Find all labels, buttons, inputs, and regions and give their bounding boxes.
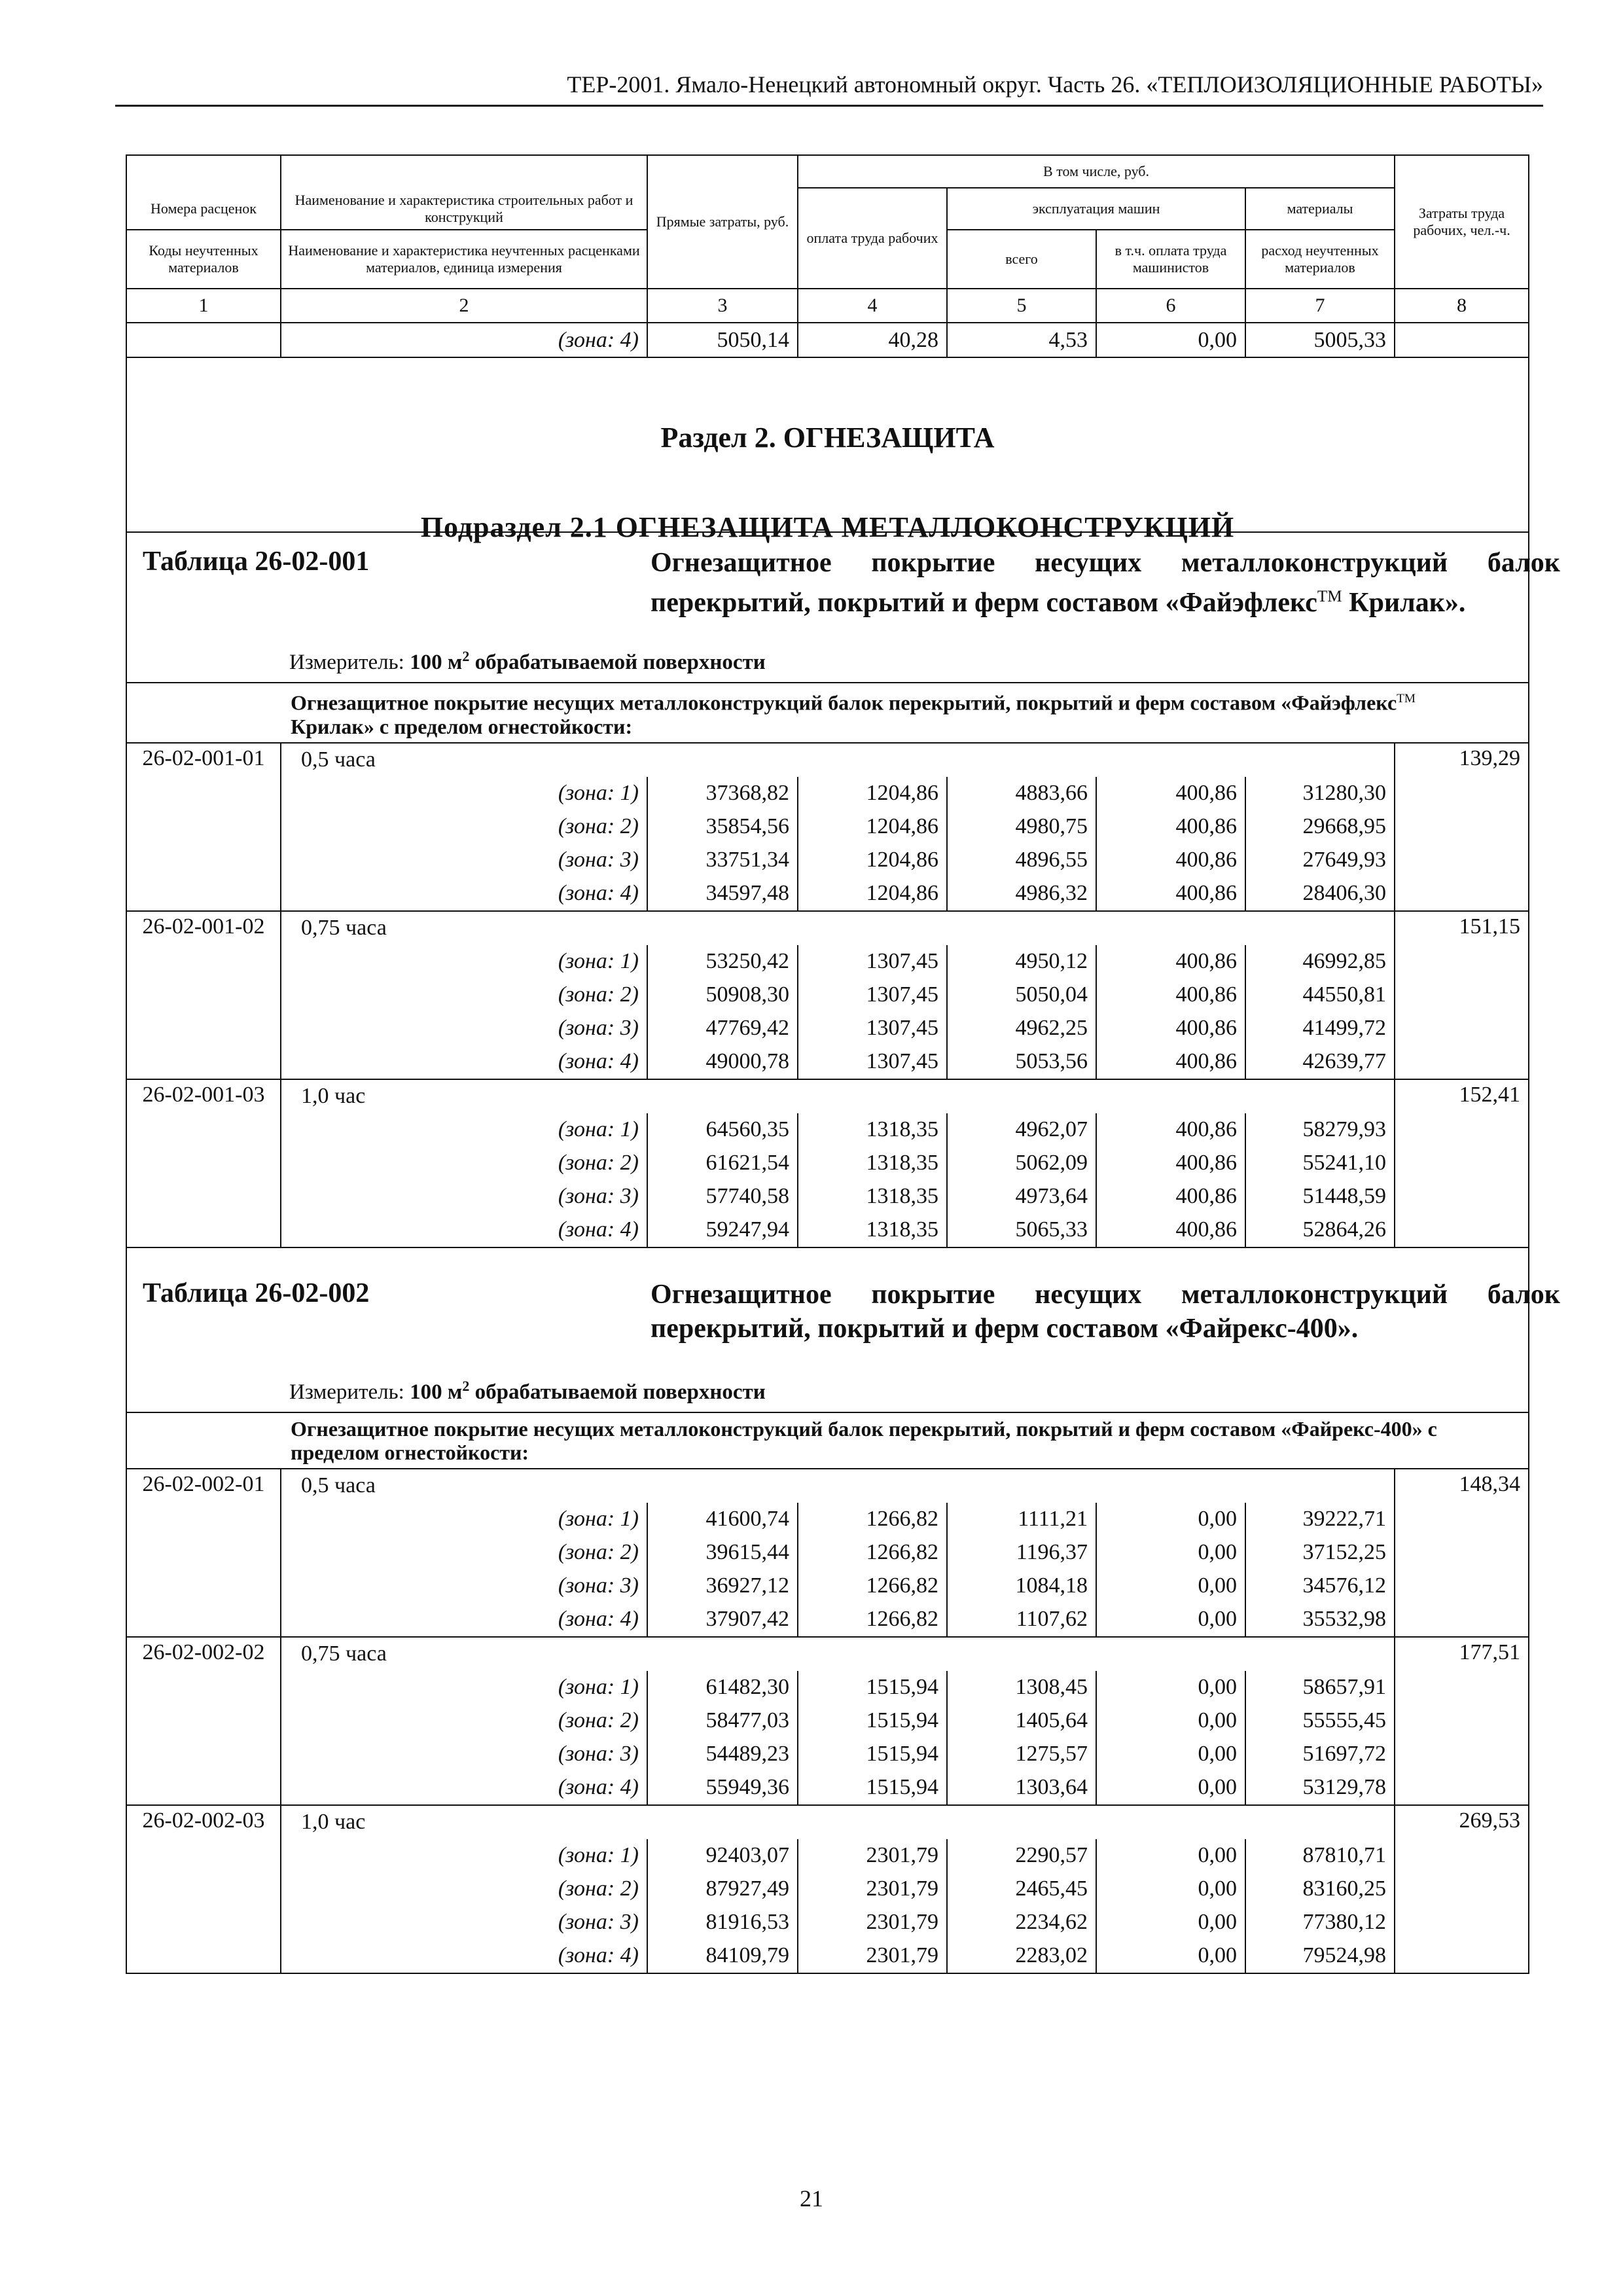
measure-label: Измеритель: xyxy=(289,651,410,674)
zone-value: 1204,86 xyxy=(798,844,947,877)
zone-value: 1204,86 xyxy=(798,810,947,844)
zone-value: 1515,94 xyxy=(798,1771,947,1805)
zone-value: 0,00 xyxy=(1096,1906,1245,1939)
header-materials: материалы xyxy=(1245,188,1395,230)
zone-value: 1111,21 xyxy=(947,1503,1096,1536)
zone-value: 0,00 xyxy=(1096,1570,1245,1603)
table-title-end: Крилак». xyxy=(1342,588,1466,618)
zone-value: 64560,35 xyxy=(647,1113,798,1147)
zone-value: 1266,82 xyxy=(798,1536,947,1570)
zone-value: 39222,71 xyxy=(1245,1503,1395,1536)
labor-cost: 177,51 xyxy=(1395,1637,1529,1805)
zone-value: 1196,37 xyxy=(947,1536,1096,1570)
zone-value: 37152,25 xyxy=(1245,1536,1395,1570)
zone-value: 77380,12 xyxy=(1245,1906,1395,1939)
table-row xyxy=(126,1113,1529,1147)
zone-label: (зона: 4) xyxy=(281,1045,647,1079)
page-number: 21 xyxy=(800,2185,823,2212)
header-names-bottom: Наименование и характеристика неучтенных расценками материалов, единица измерения xyxy=(281,230,647,289)
zone-value: 58279,93 xyxy=(1245,1113,1395,1147)
header-rule xyxy=(115,105,1543,107)
zone-value: 84109,79 xyxy=(647,1939,798,1973)
carryover-zone: (зона: 4) xyxy=(281,323,647,357)
zone-value: 49000,78 xyxy=(647,1045,798,1079)
labor-cost: 152,41 xyxy=(1395,1079,1529,1247)
column-numbers xyxy=(126,289,1529,323)
zone-value: 1307,45 xyxy=(798,945,947,978)
zone-value: 46992,85 xyxy=(1245,945,1395,978)
zone-label: (зона: 1) xyxy=(281,1671,647,1704)
zone-value: 36927,12 xyxy=(647,1570,798,1603)
table-row xyxy=(126,1939,1529,1973)
zone-value: 4962,25 xyxy=(947,1012,1096,1045)
zone-value: 400,86 xyxy=(1096,978,1245,1012)
section-headings xyxy=(126,357,1529,543)
column-number: 6 xyxy=(1096,289,1245,323)
zone-value: 79524,98 xyxy=(1245,1939,1395,1973)
header-direct-costs: Прямые затраты, руб. xyxy=(647,155,798,289)
zone-value: 34597,48 xyxy=(647,877,798,911)
measure-value xyxy=(410,1377,766,1404)
table-row xyxy=(126,1180,1529,1213)
zone-label: (зона: 3) xyxy=(281,1570,647,1603)
zone-value: 55555,45 xyxy=(1245,1704,1395,1738)
zone-value: 35854,56 xyxy=(647,810,798,844)
zone-value: 53129,78 xyxy=(1245,1771,1395,1805)
carryover-labor xyxy=(1395,323,1529,357)
zone-label: (зона: 1) xyxy=(281,945,647,978)
zone-label: (зона: 2) xyxy=(281,1704,647,1738)
measure-unit xyxy=(289,648,766,675)
zone-value: 1266,82 xyxy=(798,1570,947,1603)
fire-resistance-duration: 0,75 часа xyxy=(281,1637,1395,1671)
table-row xyxy=(126,1637,1529,1671)
zone-value: 4962,07 xyxy=(947,1113,1096,1147)
zone-value: 35532,98 xyxy=(1245,1603,1395,1637)
subsection-title: Подраздел 2.1 ОГНЕЗАЩИТА МЕТАЛЛОКОНСТРУКЦИЙ xyxy=(420,511,1235,543)
measure-value xyxy=(410,648,766,674)
zone-label: (зона: 1) xyxy=(281,1839,647,1873)
zone-value: 1204,86 xyxy=(798,777,947,810)
zone-value: 400,86 xyxy=(1096,877,1245,911)
zone-value: 1266,82 xyxy=(798,1603,947,1637)
zone-value: 51697,72 xyxy=(1245,1738,1395,1771)
zone-label: (зона: 4) xyxy=(281,1603,647,1637)
table-row xyxy=(126,1012,1529,1045)
zone-value: 58477,03 xyxy=(647,1704,798,1738)
zone-value: 2290,57 xyxy=(947,1839,1096,1873)
zone-value: 47769,42 xyxy=(647,1012,798,1045)
table-heading xyxy=(127,533,1560,682)
zone-value: 0,00 xyxy=(1096,1738,1245,1771)
zone-label: (зона: 1) xyxy=(281,1503,647,1536)
zone-value: 1204,86 xyxy=(798,877,947,911)
header-names-top: Наименование и характеристика строительных работ и конструкций xyxy=(281,188,647,230)
zone-value: 400,86 xyxy=(1096,777,1245,810)
rate-code: 26-02-001-03 xyxy=(126,1079,281,1247)
zone-value: 400,86 xyxy=(1096,1147,1245,1180)
zone-value: 5050,04 xyxy=(947,978,1096,1012)
table-row xyxy=(126,1906,1529,1939)
table-row xyxy=(126,911,1529,945)
price-table xyxy=(126,154,1560,1974)
table-description xyxy=(126,683,1529,743)
section-title: Раздел 2. ОГНЕЗАЩИТА xyxy=(660,422,995,454)
zone-value: 58657,91 xyxy=(1245,1671,1395,1704)
zone-value: 1318,35 xyxy=(798,1213,947,1247)
table-row xyxy=(126,1603,1529,1637)
labor-cost: 151,15 xyxy=(1395,911,1529,1079)
zone-value: 1318,35 xyxy=(798,1147,947,1180)
header-incl: В том числе, руб. xyxy=(798,155,1395,188)
carryover-direct: 5050,14 xyxy=(647,323,798,357)
measure-sup: 2 xyxy=(462,648,470,664)
table-row xyxy=(126,810,1529,844)
zone-value: 2301,79 xyxy=(798,1839,947,1873)
labor-cost: 269,53 xyxy=(1395,1805,1529,1973)
rate-code: 26-02-002-02 xyxy=(126,1637,281,1805)
measure-sup: 2 xyxy=(462,1377,470,1394)
table-row xyxy=(126,1738,1529,1771)
carryover-materials: 5005,33 xyxy=(1245,323,1395,357)
table-title xyxy=(651,546,1560,620)
zone-value: 1266,82 xyxy=(798,1503,947,1536)
zone-value: 50908,30 xyxy=(647,978,798,1012)
table-row xyxy=(126,1570,1529,1603)
table-row xyxy=(126,1771,1529,1805)
zone-value: 1084,18 xyxy=(947,1570,1096,1603)
zone-value: 1515,94 xyxy=(798,1738,947,1771)
zone-value: 41499,72 xyxy=(1245,1012,1395,1045)
zone-value: 0,00 xyxy=(1096,1671,1245,1704)
zone-value: 1318,35 xyxy=(798,1180,947,1213)
zone-value: 37907,42 xyxy=(647,1603,798,1637)
header-machines-total: всего xyxy=(947,230,1096,289)
zone-value: 0,00 xyxy=(1096,1839,1245,1873)
zone-value: 52864,26 xyxy=(1245,1213,1395,1247)
header-machines: эксплуатация машин xyxy=(947,188,1245,230)
rate-code: 26-02-002-03 xyxy=(126,1805,281,1973)
zone-label: (зона: 4) xyxy=(281,877,647,911)
table-row xyxy=(126,1469,1529,1503)
column-number: 8 xyxy=(1395,289,1529,323)
zone-value: 4973,64 xyxy=(947,1180,1096,1213)
header-machinist-wages: в т.ч. оплата труда машинистов xyxy=(1096,230,1245,289)
zone-value: 1307,45 xyxy=(798,1045,947,1079)
fire-resistance-duration: 0,5 часа xyxy=(281,1469,1395,1503)
zone-value: 55949,36 xyxy=(647,1771,798,1805)
table-row xyxy=(126,1805,1529,1839)
zone-value: 37368,82 xyxy=(647,777,798,810)
measure-label: Измеритель: xyxy=(289,1380,410,1404)
labor-cost: 139,29 xyxy=(1395,743,1529,911)
zone-value: 2465,45 xyxy=(947,1873,1096,1906)
zone-label: (зона: 3) xyxy=(281,1012,647,1045)
header-labor: Затраты труда рабочих, чел.-ч. xyxy=(1395,155,1529,289)
zone-value: 81916,53 xyxy=(647,1906,798,1939)
zone-value: 0,00 xyxy=(1096,1536,1245,1570)
table-row xyxy=(126,844,1529,877)
rate-code: 26-02-001-01 xyxy=(126,743,281,911)
zone-value: 5062,09 xyxy=(947,1147,1096,1180)
zone-value: 2283,02 xyxy=(947,1939,1096,1973)
zone-label: (зона: 1) xyxy=(281,777,647,810)
column-number: 7 xyxy=(1245,289,1395,323)
zone-value: 27649,93 xyxy=(1245,844,1395,877)
fire-resistance-duration: 0,5 часа xyxy=(281,743,1395,777)
header-blank-1 xyxy=(126,155,281,188)
zone-value: 400,86 xyxy=(1096,810,1245,844)
zone-label: (зона: 3) xyxy=(281,1906,647,1939)
zone-value: 44550,81 xyxy=(1245,978,1395,1012)
carryover-code xyxy=(126,323,281,357)
table-row xyxy=(126,978,1529,1012)
zone-value: 1318,35 xyxy=(798,1113,947,1147)
zone-value: 0,00 xyxy=(1096,1771,1245,1805)
zone-value: 61482,30 xyxy=(647,1671,798,1704)
header-wages: оплата труда рабочих xyxy=(798,188,947,289)
zone-value: 400,86 xyxy=(1096,945,1245,978)
table-row xyxy=(126,1671,1529,1704)
zone-value: 42639,77 xyxy=(1245,1045,1395,1079)
measure-value-text: 100 м xyxy=(410,1380,463,1404)
zone-label: (зона: 2) xyxy=(281,1873,647,1906)
zone-value: 28406,30 xyxy=(1245,877,1395,911)
column-number: 5 xyxy=(947,289,1096,323)
zone-label: (зона: 1) xyxy=(281,1113,647,1147)
zone-value: 5065,33 xyxy=(947,1213,1096,1247)
zone-value: 92403,07 xyxy=(647,1839,798,1873)
table-row xyxy=(126,1045,1529,1079)
table-row xyxy=(126,1873,1529,1906)
zone-value: 87927,49 xyxy=(647,1873,798,1906)
zone-value: 54489,23 xyxy=(647,1738,798,1771)
table-row xyxy=(126,1503,1529,1536)
table-row xyxy=(126,1536,1529,1570)
zone-label: (зона: 2) xyxy=(281,1536,647,1570)
zone-value: 1405,64 xyxy=(947,1704,1096,1738)
labor-cost: 148,34 xyxy=(1395,1469,1529,1637)
description-end: Крилак» с пределом огнестойкости: xyxy=(291,714,633,738)
zone-value: 4950,12 xyxy=(947,945,1096,978)
zone-label: (зона: 2) xyxy=(281,1147,647,1180)
table-heading-block xyxy=(126,532,1560,683)
zone-value: 29668,95 xyxy=(1245,810,1395,844)
zone-value: 400,86 xyxy=(1096,1213,1245,1247)
zone-value: 4986,32 xyxy=(947,877,1096,911)
zone-value: 0,00 xyxy=(1096,1603,1245,1637)
zone-value: 0,00 xyxy=(1096,1939,1245,1973)
zone-value: 4896,55 xyxy=(947,844,1096,877)
zone-value: 1275,57 xyxy=(947,1738,1096,1771)
zone-value: 400,86 xyxy=(1096,1012,1245,1045)
zone-value: 2234,62 xyxy=(947,1906,1096,1939)
zone-label: (зона: 4) xyxy=(281,1213,647,1247)
zone-value: 53250,42 xyxy=(647,945,798,978)
table-row xyxy=(126,743,1529,777)
zone-value: 2301,79 xyxy=(798,1939,947,1973)
fire-resistance-duration: 1,0 час xyxy=(281,1079,1395,1113)
zone-value: 1107,62 xyxy=(947,1603,1096,1637)
zone-value: 400,86 xyxy=(1096,1113,1245,1147)
zone-value: 400,86 xyxy=(1096,1045,1245,1079)
table-heading xyxy=(127,1248,1560,1412)
zone-value: 1515,94 xyxy=(798,1671,947,1704)
zone-value: 1515,94 xyxy=(798,1704,947,1738)
header-unaccounted-materials: расход неучтенных материалов xyxy=(1245,230,1395,289)
zone-label: (зона: 3) xyxy=(281,1180,647,1213)
header-codes-bottom: Коды неучтенных материалов xyxy=(126,230,281,289)
zone-value: 4883,66 xyxy=(947,777,1096,810)
header-blank-2 xyxy=(281,155,647,188)
zone-value: 2301,79 xyxy=(798,1873,947,1906)
column-number: 4 xyxy=(798,289,947,323)
measure-value-text: 100 м xyxy=(410,651,463,674)
zone-value: 61621,54 xyxy=(647,1147,798,1180)
table-row xyxy=(126,1213,1529,1247)
column-number: 3 xyxy=(647,289,798,323)
column-number: 1 xyxy=(126,289,281,323)
table-row xyxy=(126,1839,1529,1873)
zone-value: 33751,34 xyxy=(647,844,798,877)
rate-code: 26-02-001-02 xyxy=(126,911,281,1079)
zone-value: 1307,45 xyxy=(798,1012,947,1045)
zone-value: 39615,44 xyxy=(647,1536,798,1570)
zone-label: (зона: 3) xyxy=(281,844,647,877)
zone-value: 4980,75 xyxy=(947,810,1096,844)
zone-label: (зона: 3) xyxy=(281,1738,647,1771)
table-row xyxy=(126,877,1529,911)
carryover-wages: 40,28 xyxy=(798,323,947,357)
zone-value: 87810,71 xyxy=(1245,1839,1395,1873)
zone-value: 1303,64 xyxy=(947,1771,1096,1805)
fire-resistance-duration: 0,75 часа xyxy=(281,911,1395,945)
measure-unit xyxy=(289,1378,766,1405)
table-title-text: Огнезащитное покрытие несущих металлоконструкций балок перекрытий, покрытий и ферм составом «Файэфлекс xyxy=(651,548,1560,618)
zone-value: 51448,59 xyxy=(1245,1180,1395,1213)
zone-value: 57740,58 xyxy=(647,1180,798,1213)
zone-value: 59247,94 xyxy=(647,1213,798,1247)
description-text: Огнезащитное покрытие несущих металлоконструкций балок перекрытий, покрытий и ферм составом «Файэфлекс xyxy=(291,691,1397,715)
zone-value: 0,00 xyxy=(1096,1873,1245,1906)
zone-value: 400,86 xyxy=(1096,1180,1245,1213)
zone-label: (зона: 4) xyxy=(281,1771,647,1805)
zone-label: (зона: 2) xyxy=(281,978,647,1012)
measure-rest: обрабатываемой поверхности xyxy=(469,1380,766,1404)
column-number: 2 xyxy=(281,289,647,323)
table-row xyxy=(126,945,1529,978)
running-head: ТЕР-2001. Ямало-Ненецкий автономный округ. Часть 26. «ТЕПЛОИЗОЛЯЦИОННЫЕ РАБОТЫ» xyxy=(567,71,1543,98)
fire-resistance-duration: 1,0 час xyxy=(281,1805,1395,1839)
trademark-mark: TM xyxy=(1397,692,1416,706)
header-codes-top: Номера расценок xyxy=(126,188,281,230)
table-title xyxy=(651,1278,1560,1346)
rate-code: 26-02-002-01 xyxy=(126,1469,281,1637)
zone-label: (зона: 4) xyxy=(281,1939,647,1973)
zone-value: 0,00 xyxy=(1096,1503,1245,1536)
zone-value: 55241,10 xyxy=(1245,1147,1395,1180)
zone-label: (зона: 2) xyxy=(281,810,647,844)
table-heading-block xyxy=(126,1247,1560,1412)
carryover-machinist: 0,00 xyxy=(1096,323,1245,357)
table-description xyxy=(126,1412,1529,1469)
measure-rest: обрабатываемой поверхности xyxy=(469,651,766,674)
table-row xyxy=(126,777,1529,810)
zone-value: 83160,25 xyxy=(1245,1873,1395,1906)
zone-value: 41600,74 xyxy=(647,1503,798,1536)
table-title-text: Огнезащитное покрытие несущих металлоконструкций балок перекрытий, покрытий и ферм составом «Файрекс-400». xyxy=(651,1279,1560,1344)
zone-value: 2301,79 xyxy=(798,1906,947,1939)
zone-value: 5053,56 xyxy=(947,1045,1096,1079)
zone-value: 400,86 xyxy=(1096,844,1245,877)
trademark-mark: TM xyxy=(1317,588,1342,605)
table-row xyxy=(126,1147,1529,1180)
zone-value: 34576,12 xyxy=(1245,1570,1395,1603)
table-number: Таблица 26-02-001 xyxy=(143,547,370,577)
carryover-row xyxy=(126,323,1529,357)
table-row xyxy=(126,1079,1529,1113)
table-row xyxy=(126,1704,1529,1738)
table-number: Таблица 26-02-002 xyxy=(143,1278,370,1308)
description-text: Огнезащитное покрытие несущих металлоконструкций балок перекрытий, покрытий и ферм составом «Файрекс-400» с пределом огнестойкости: xyxy=(291,1416,1437,1464)
carryover-machines: 4,53 xyxy=(947,323,1096,357)
zone-value: 1308,45 xyxy=(947,1671,1096,1704)
zone-value: 0,00 xyxy=(1096,1704,1245,1738)
zone-value: 31280,30 xyxy=(1245,777,1395,810)
zone-value: 1307,45 xyxy=(798,978,947,1012)
